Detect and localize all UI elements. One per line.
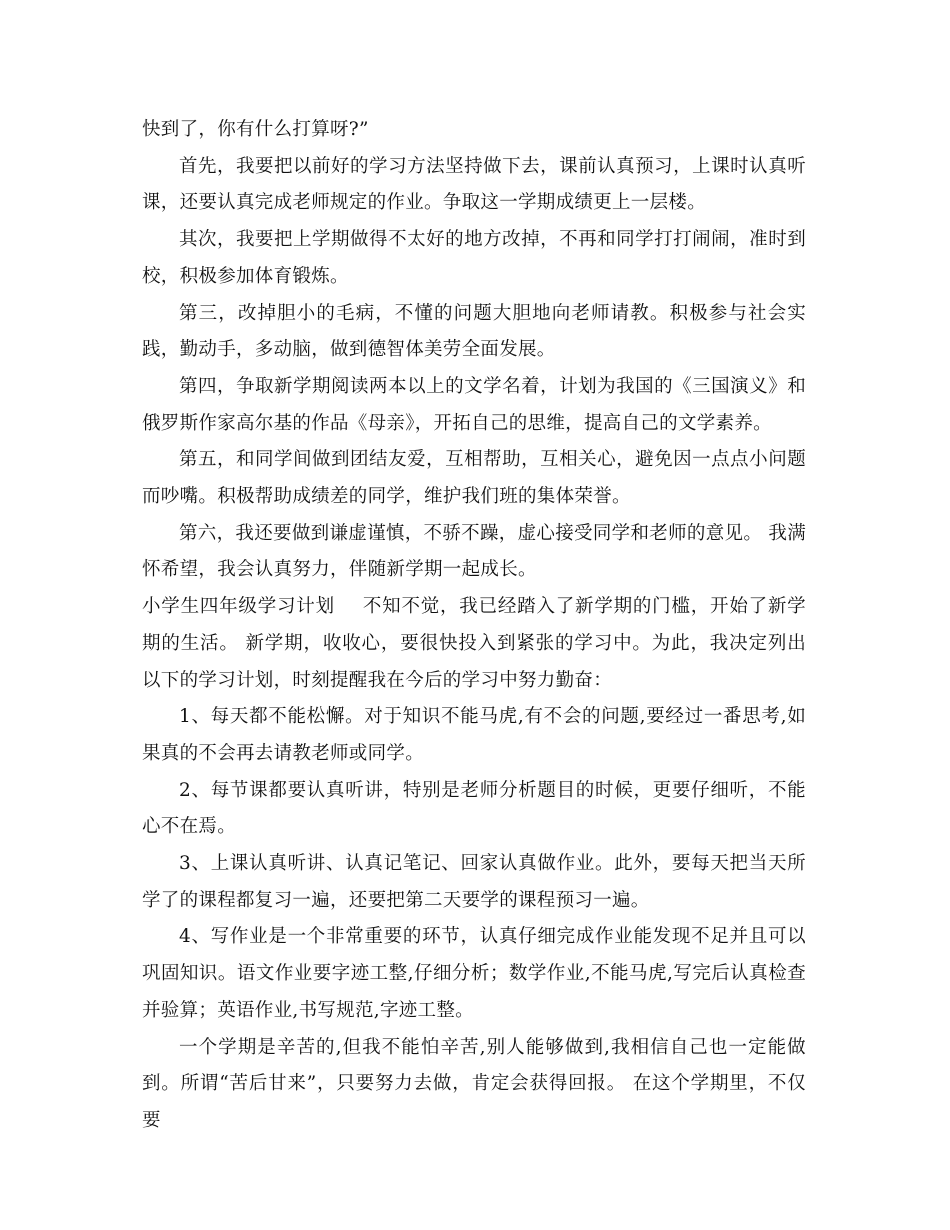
plan-item-3: 3、上课认真听讲、认真记笔记、回家认真做作业。此外，要每天把当天所学了的课程都复习一遍，还要把第二天要学的课程预习一遍。 xyxy=(142,853,806,911)
paragraph-fourth: 第四，争取新学期阅读两本以上的文学名着，计划为我国的《三国演义》和俄罗斯作家高尔基的作品《母亲》，开拓自己的思维，提高自己的文学素养。 xyxy=(142,375,806,434)
section-intro-paragraph xyxy=(142,589,806,699)
closing-paragraph: 一个学期是辛苦的,但我不能怕辛苦,别人能够做到,我相信自己也一定能做到。所谓“苦后甘来”，只要努力去做，肯定会获得回报。 在这个学期里，不仅要 xyxy=(142,1036,806,1131)
paragraph-sixth: 第六，我还要做到谦虚谨慎，不骄不躁，虚心接受同学和老师的意见。 我满怀希望，我会认真努力，伴随新学期一起成长。 xyxy=(142,522,806,581)
plan-item-2: 2、每节课都要认真听讲，特别是老师分析题目的时候，更要仔细听，不能心不在焉。 xyxy=(142,779,806,838)
plan-item-1: 1、每天都不能松懈。对于知识不能马虎,有不会的问题,要经过一番思考,如果真的不会再去请教老师或同学。 xyxy=(142,706,806,764)
document-body xyxy=(142,112,806,1140)
paragraph-continuation: 快到了，你有什么打算呀?” xyxy=(142,119,369,140)
plan-item-4: 4、写作业是一个非常重要的环节，认真仔细完成作业能发现不足并且可以巩固知识。语文作业要字迹工整,仔细分析；数学作业,不能马虎,写完后认真检查并验算；英语作业,书写规范,字迹工整。 xyxy=(142,926,806,1021)
paragraph-second: 其次，我要把上学期做得不太好的地方改掉，不再和同学打打闹闹，准时到校，积极参加体育锻炼。 xyxy=(142,229,806,287)
paragraph-third: 第三，改掉胆小的毛病，不懂的问题大胆地向老师请教。积极参与社会实践，勤动手，多动脑，做到德智体美劳全面发展。 xyxy=(142,302,806,361)
paragraph-first: 首先，我要把以前好的学习方法坚持做下去，课前认真预习，上课时认真听课，还要认真完成老师规定的作业。争取这一学期成绩更上一层楼。 xyxy=(142,155,806,214)
section-title: 小学生四年级学习计划 xyxy=(142,596,335,618)
paragraph-fifth: 第五，和同学间做到团结友爱，互相帮助，互相关心，避免因一点点小问题而吵嘴。积极帮助成绩差的同学，维护我们班的集体荣誉。 xyxy=(142,449,806,508)
section-intro-text: 不知不觉，我已经踏入了新学期的门槛，开始了新学期的生活。 新学期，收收心，要很快投入到紧张的学习中。为此，我决定列出以下的学习计划，时刻提醒我在今后的学习中努力勤奋： xyxy=(142,596,806,691)
